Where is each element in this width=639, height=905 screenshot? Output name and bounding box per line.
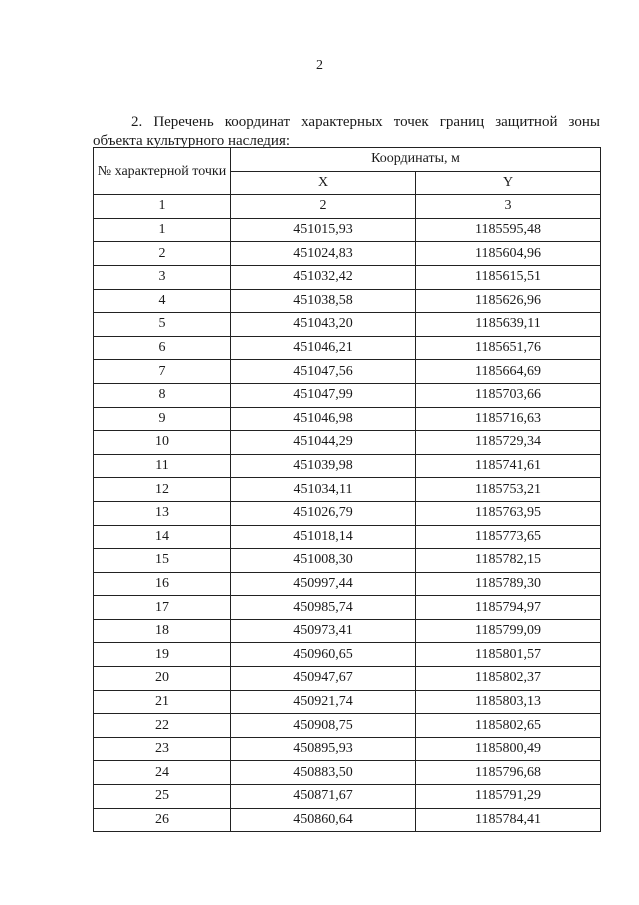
table-row: [94, 714, 601, 738]
y-coordinate-cell: 1185595,48: [416, 218, 601, 242]
y-coordinate-cell: 1185763,95: [416, 501, 601, 525]
y-coordinate-cell: 1185604,96: [416, 242, 601, 266]
point-number-cell: 14: [94, 525, 231, 549]
x-coordinate-cell: 450895,93: [231, 737, 416, 761]
y-coordinate-cell: 1185651,76: [416, 336, 601, 360]
x-coordinate-cell: 450908,75: [231, 714, 416, 738]
x-coordinate-cell: 450860,64: [231, 808, 416, 832]
table-row: [94, 242, 601, 266]
point-number-cell: 19: [94, 643, 231, 667]
table-row: [94, 572, 601, 596]
table-row: [94, 596, 601, 620]
x-coordinate-cell: 451015,93: [231, 218, 416, 242]
point-number-cell: 22: [94, 714, 231, 738]
table-row: [94, 431, 601, 455]
point-number-cell: 17: [94, 596, 231, 620]
point-number-cell: 5: [94, 313, 231, 337]
column-number-cell: 3: [416, 195, 601, 219]
point-number-cell: 21: [94, 690, 231, 714]
table-body: [94, 218, 601, 831]
table-row: [94, 454, 601, 478]
y-coordinate-cell: 1185729,34: [416, 431, 601, 455]
header-y: Y: [416, 171, 601, 195]
point-number-cell: 4: [94, 289, 231, 313]
header-coordinates: Координаты, м: [231, 148, 601, 172]
point-number-cell: 2: [94, 242, 231, 266]
point-number-cell: 7: [94, 360, 231, 384]
table-row: [94, 737, 601, 761]
y-coordinate-cell: 1185753,21: [416, 478, 601, 502]
x-coordinate-cell: 451008,30: [231, 549, 416, 573]
x-coordinate-cell: 450947,67: [231, 667, 416, 691]
y-coordinate-cell: 1185716,63: [416, 407, 601, 431]
header-point-number: № характерной точки: [94, 148, 231, 195]
x-coordinate-cell: 451018,14: [231, 525, 416, 549]
column-number-cell: 2: [231, 195, 416, 219]
x-coordinate-cell: 450921,74: [231, 690, 416, 714]
table-row: [94, 667, 601, 691]
y-coordinate-cell: 1185803,13: [416, 690, 601, 714]
x-coordinate-cell: 451038,58: [231, 289, 416, 313]
y-coordinate-cell: 1185664,69: [416, 360, 601, 384]
table-row: [94, 808, 601, 832]
point-number-cell: 3: [94, 265, 231, 289]
point-number-cell: 6: [94, 336, 231, 360]
x-coordinate-cell: 450985,74: [231, 596, 416, 620]
x-coordinate-cell: 451026,79: [231, 501, 416, 525]
table-row: [94, 690, 601, 714]
point-number-cell: 25: [94, 785, 231, 809]
point-number-cell: 11: [94, 454, 231, 478]
x-coordinate-cell: 451043,20: [231, 313, 416, 337]
x-coordinate-cell: 450871,67: [231, 785, 416, 809]
table-row: [94, 525, 601, 549]
table-row: [94, 360, 601, 384]
point-number-cell: 26: [94, 808, 231, 832]
table-row: [94, 501, 601, 525]
table-row: [94, 407, 601, 431]
table-row: [94, 383, 601, 407]
table-row: [94, 643, 601, 667]
point-number-cell: 9: [94, 407, 231, 431]
table-row: [94, 265, 601, 289]
x-coordinate-cell: 451039,98: [231, 454, 416, 478]
x-coordinate-cell: 450883,50: [231, 761, 416, 785]
header-x: X: [231, 171, 416, 195]
table-row: [94, 549, 601, 573]
y-coordinate-cell: 1185784,41: [416, 808, 601, 832]
x-coordinate-cell: 450997,44: [231, 572, 416, 596]
point-number-cell: 24: [94, 761, 231, 785]
y-coordinate-cell: 1185782,15: [416, 549, 601, 573]
point-number-cell: 23: [94, 737, 231, 761]
x-coordinate-cell: 451047,99: [231, 383, 416, 407]
point-number-cell: 8: [94, 383, 231, 407]
y-coordinate-cell: 1185802,37: [416, 667, 601, 691]
y-coordinate-cell: 1185794,97: [416, 596, 601, 620]
x-coordinate-cell: 451032,42: [231, 265, 416, 289]
table-row: [94, 761, 601, 785]
x-coordinate-cell: 450960,65: [231, 643, 416, 667]
table-row: [94, 619, 601, 643]
point-number-cell: 13: [94, 501, 231, 525]
coordinates-table: [93, 147, 601, 832]
table-row: [94, 289, 601, 313]
page-number: 2: [316, 58, 323, 73]
y-coordinate-cell: 1185773,65: [416, 525, 601, 549]
column-number-cell: 1: [94, 195, 231, 219]
point-number-cell: 16: [94, 572, 231, 596]
y-coordinate-cell: 1185626,96: [416, 289, 601, 313]
point-number-cell: 10: [94, 431, 231, 455]
table-row: [94, 785, 601, 809]
y-coordinate-cell: 1185796,68: [416, 761, 601, 785]
x-coordinate-cell: 451046,98: [231, 407, 416, 431]
y-coordinate-cell: 1185801,57: [416, 643, 601, 667]
intro-paragraph: 2. Перечень координат характерных точек границ защитной зоны объекта культурного наследия:: [93, 114, 600, 149]
y-coordinate-cell: 1185615,51: [416, 265, 601, 289]
x-coordinate-cell: 450973,41: [231, 619, 416, 643]
x-coordinate-cell: 451034,11: [231, 478, 416, 502]
x-coordinate-cell: 451047,56: [231, 360, 416, 384]
y-coordinate-cell: 1185639,11: [416, 313, 601, 337]
y-coordinate-cell: 1185741,61: [416, 454, 601, 478]
point-number-cell: 1: [94, 218, 231, 242]
y-coordinate-cell: 1185799,09: [416, 619, 601, 643]
point-number-cell: 18: [94, 619, 231, 643]
y-coordinate-cell: 1185703,66: [416, 383, 601, 407]
x-coordinate-cell: 451044,29: [231, 431, 416, 455]
point-number-cell: 20: [94, 667, 231, 691]
table-row: [94, 313, 601, 337]
y-coordinate-cell: 1185802,65: [416, 714, 601, 738]
point-number-cell: 15: [94, 549, 231, 573]
table-row: [94, 218, 601, 242]
x-coordinate-cell: 451046,21: [231, 336, 416, 360]
table-row: [94, 478, 601, 502]
table-row: [94, 336, 601, 360]
y-coordinate-cell: 1185791,29: [416, 785, 601, 809]
y-coordinate-cell: 1185789,30: [416, 572, 601, 596]
y-coordinate-cell: 1185800,49: [416, 737, 601, 761]
point-number-cell: 12: [94, 478, 231, 502]
x-coordinate-cell: 451024,83: [231, 242, 416, 266]
